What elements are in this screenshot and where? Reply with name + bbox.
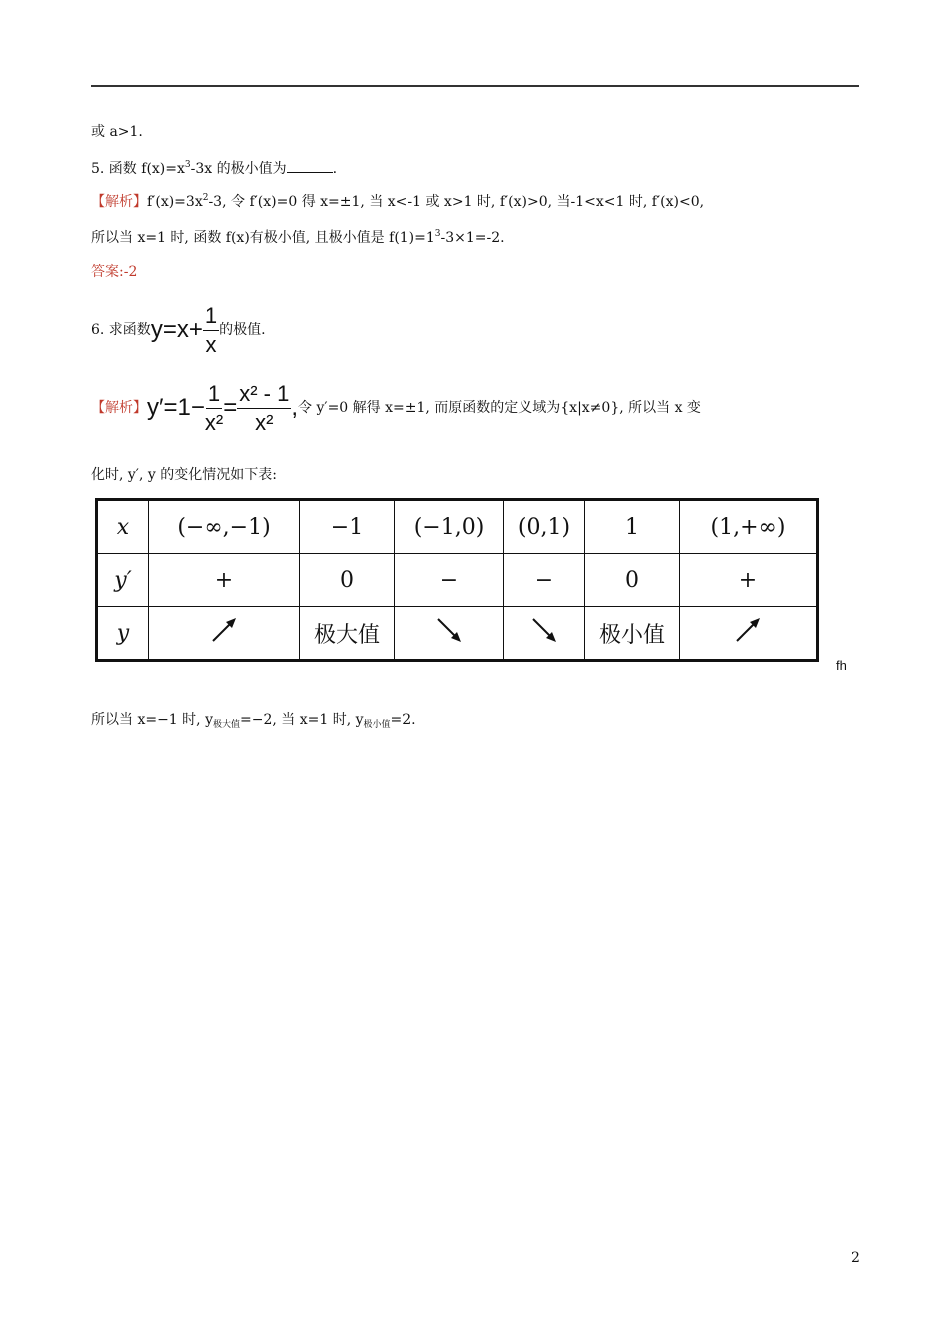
comma: , xyxy=(291,394,299,421)
solution-5-text-d: -3×1=-2. xyxy=(440,230,505,246)
solution-5-text-b: -3, 令 f′(x)=0 得 x=±1, 当 x<-1 或 x>1 时, f′(x)>0, 当-1<x<1 时, f′(x)<0, xyxy=(208,194,705,210)
question-5 xyxy=(91,158,337,179)
table-cell: 0 xyxy=(300,554,395,607)
down-right-arrow-icon xyxy=(529,615,559,645)
question-6-suffix: 的极值. xyxy=(219,322,266,338)
table-cell: − xyxy=(504,554,585,607)
answer-label: 答案: xyxy=(91,264,124,280)
question-5-suffix: -3x 的极小值为 xyxy=(190,161,287,177)
fraction-denominator: x xyxy=(205,331,217,357)
table-cell: + xyxy=(680,554,818,607)
up-right-arrow-icon xyxy=(209,615,239,645)
conclusion-c: =2. xyxy=(390,712,416,728)
question-6-fraction xyxy=(203,304,219,357)
solution-6-line-1 xyxy=(91,378,701,442)
solution-6-fraction-2 xyxy=(237,382,291,435)
conclusion xyxy=(91,710,416,735)
answer-value: -2 xyxy=(123,264,138,280)
solution-tag: 【解析】 xyxy=(91,400,147,416)
answer-blank xyxy=(287,158,333,173)
fraction-numerator: 1 xyxy=(203,304,219,331)
solution-5-line-2 xyxy=(91,228,505,248)
subscript-min: 极小值 xyxy=(363,720,391,730)
table-cell xyxy=(395,607,504,661)
table-cell: + xyxy=(149,554,300,607)
row-header-x: x xyxy=(97,500,149,554)
solution-5-text-a: f′(x)=3x xyxy=(147,194,203,210)
question-6-prefix: 6. 求函数 xyxy=(91,322,151,338)
equals-sign: = xyxy=(223,394,238,421)
table-cell: (1,+∞) xyxy=(680,500,818,554)
solution-5-exp-2: 3 xyxy=(434,229,441,239)
table-row-y xyxy=(97,607,818,661)
solution-5-exp-1: 2 xyxy=(202,193,209,203)
table-cell: 极大值 xyxy=(300,607,395,661)
down-right-arrow-icon xyxy=(434,615,464,645)
table-cell: 1 xyxy=(585,500,680,554)
table-cell: −1 xyxy=(300,500,395,554)
question-5-end: . xyxy=(332,161,338,177)
fh-mark: fh xyxy=(836,658,847,673)
question-5-prefix: 5. 函数 f(x)=x xyxy=(91,161,185,177)
table-cell: (−1,0) xyxy=(395,500,504,554)
table-cell xyxy=(149,607,300,661)
table-row-x xyxy=(97,500,818,554)
conclusion-a: 所以当 x=−1 时, y xyxy=(91,712,213,728)
table-row-y-prime xyxy=(97,554,818,607)
variation-table xyxy=(95,498,819,662)
text-line-1: 或 a>1. xyxy=(91,124,143,140)
row-header-y: y xyxy=(97,607,149,661)
fraction-denominator: x² xyxy=(204,409,224,435)
question-6-lhs: y=x+ xyxy=(150,316,203,343)
table-cell: (0,1) xyxy=(504,500,585,554)
table-cell xyxy=(504,607,585,661)
table-cell: − xyxy=(395,554,504,607)
solution-tag: 【解析】 xyxy=(91,194,147,210)
fraction-denominator: x² xyxy=(255,409,274,435)
table-cell: (−∞,−1) xyxy=(149,500,300,554)
table-cell xyxy=(680,607,818,661)
solution-6-text-1: 令 y′=0 解得 x=±1, 而原函数的定义域为{x|x≠0}, 所以当 x 变 xyxy=(298,400,701,416)
conclusion-b: =−2, 当 x=1 时, y xyxy=(240,712,364,728)
row-header-y-prime: y′ xyxy=(97,554,149,607)
solution-6-fraction-1 xyxy=(205,382,223,435)
question-5-exponent: 3 xyxy=(184,160,191,170)
header-rule xyxy=(91,85,859,87)
solution-6-lhs: y′=1− xyxy=(147,394,205,421)
fraction-numerator: x² - 1 xyxy=(237,382,291,409)
solution-5-text-c: 所以当 x=1 时, 函数 f(x)有极小值, 且极小值是 f(1)=1 xyxy=(91,230,435,246)
fraction-numerator: 1 xyxy=(206,382,222,409)
table-cell: 极小值 xyxy=(585,607,680,661)
solution-5-line-1 xyxy=(91,192,704,212)
subscript-max: 极大值 xyxy=(212,720,240,730)
answer-5 xyxy=(91,262,137,282)
solution-6-line-2: 化时, y′, y 的变化情况如下表: xyxy=(91,467,277,483)
question-6 xyxy=(91,300,266,362)
page-number: 2 xyxy=(851,1250,860,1266)
table-cell: 0 xyxy=(585,554,680,607)
up-right-arrow-icon xyxy=(733,615,763,645)
